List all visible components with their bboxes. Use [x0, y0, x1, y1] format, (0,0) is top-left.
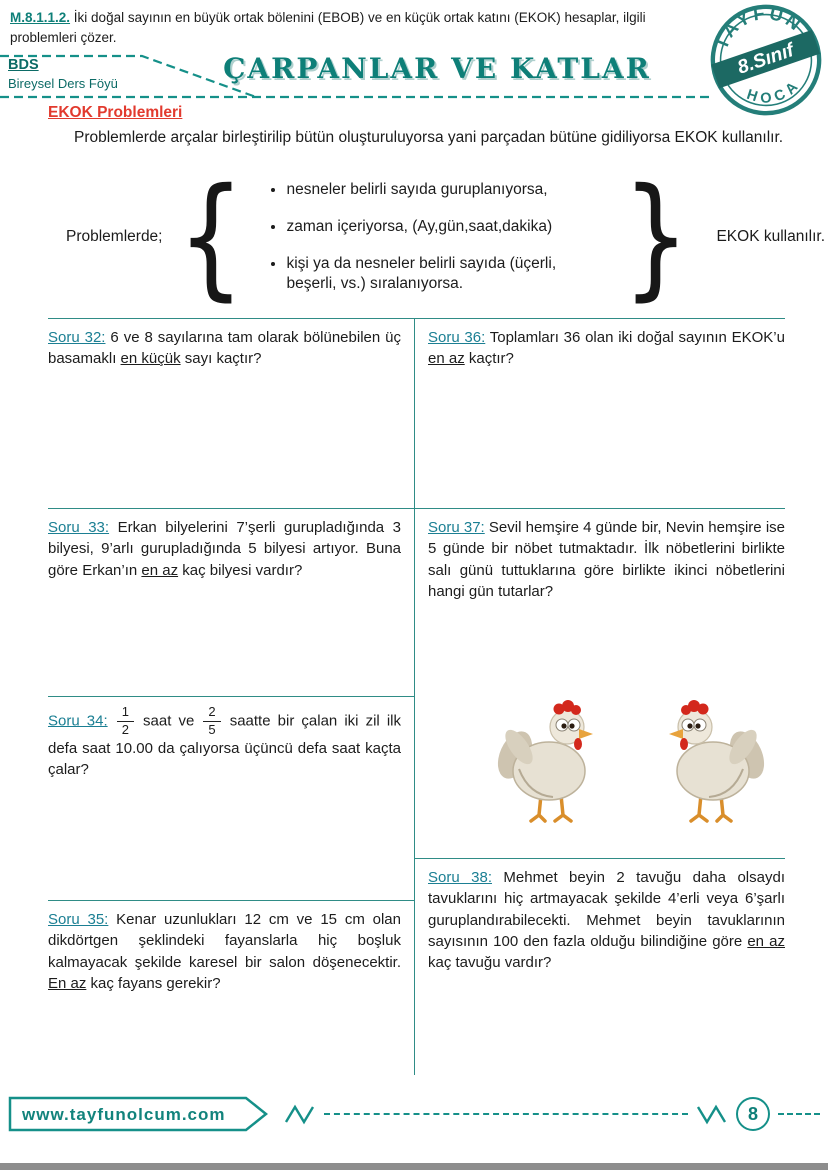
question-text	[48, 909, 401, 994]
left-column	[48, 318, 414, 1075]
right-column	[414, 318, 785, 1075]
question-35	[48, 900, 414, 1075]
open-brace-glyph: {	[176, 159, 245, 314]
fraction	[117, 705, 134, 738]
question-emphasis: en az	[747, 932, 785, 950]
question-label: Soru 33:	[48, 519, 110, 536]
question-part: saatte bir çalan iki zil ilk defa saat 10.00 da çalıyorsa üçüncü defa saat kaçta çalar?	[48, 712, 401, 779]
question-emphasis: En az	[48, 974, 87, 992]
question-32	[48, 318, 414, 508]
question-34	[48, 696, 414, 900]
stamp-arc-bottom: HOCA	[744, 75, 805, 107]
conditions-list	[286, 180, 604, 295]
stamp-arc-top: TAYFUN	[710, 1, 808, 53]
question-part: kaçtır?	[464, 350, 514, 368]
page-number: 8	[736, 1097, 770, 1131]
question-text	[428, 517, 785, 602]
chickens-image	[481, 697, 781, 827]
question-text	[428, 327, 785, 370]
question-label: Soru 32:	[48, 329, 106, 346]
condition-item: • kişi ya da nesneler belirli sayıda (üçerli, beşerli, vs.) sıralanıyorsa.	[286, 254, 604, 294]
section-heading: EKOK Problemleri	[48, 104, 183, 121]
zigzag-decoration	[696, 1103, 728, 1125]
condition-item: • zaman içeriyorsa, (Ay,gün,saat,dakika)	[286, 217, 604, 237]
bds-subtitle: Bireysel Ders Föyü	[8, 76, 118, 91]
question-38	[415, 858, 785, 1075]
zigzag-decoration	[284, 1103, 316, 1125]
question-text	[48, 705, 401, 780]
question-part: Toplamları 36 olan iki doğal sayının EKOK’u	[485, 329, 785, 346]
question-part: saat ve	[135, 712, 202, 730]
section-intro: Problemlerde arçalar birleştirilip bütün oluşturuluyorsa yani parçadan bütüne gidiliyorsa EKOK kullanılır.	[74, 129, 784, 146]
question-label: Soru 35:	[48, 911, 109, 928]
objective-text: İki doğal sayının en büyük ortak bölenini (EBOB) ve en küçük ortak katını (EKOK) hesaplar, ilgili problemleri çözer.	[10, 10, 646, 46]
question-part: Erkan bilyelerini 7’şerli gurupladığında 3 bilyesi, 9’arlı gurupladığında 5 bilyesi artıyor. Buna göre Erkan’ın	[48, 519, 401, 579]
objective-code: M.8.1.1.2.	[10, 10, 71, 25]
question-label: Soru 37:	[428, 519, 485, 536]
question-37	[415, 508, 785, 858]
question-text	[48, 517, 401, 581]
question-emphasis: en az	[428, 350, 465, 368]
question-part: kaç fayans gerekir?	[86, 974, 221, 992]
svg-text:HOCA	[741, 74, 807, 113]
footer-dashed-line	[324, 1113, 688, 1115]
question-label: Soru 34:	[48, 712, 108, 730]
conditions-diagram	[66, 159, 826, 314]
question-part: kaç tavuğu vardır?	[428, 954, 552, 972]
website-text: www.tayfunolcum.com	[22, 1105, 226, 1124]
fraction-denominator: 2	[121, 721, 129, 737]
questions-grid	[48, 318, 785, 1075]
question-emphasis: en az	[141, 561, 179, 579]
question-33	[48, 508, 414, 696]
footer-dashed-line	[778, 1113, 820, 1115]
stamp-grade: 8.Sınıf	[734, 40, 797, 79]
brace-label: Problemlerde;	[66, 228, 163, 245]
fraction-numerator: 2	[203, 705, 220, 722]
question-text	[428, 867, 785, 973]
question-36	[415, 318, 785, 508]
close-brace-glyph: }	[622, 159, 691, 314]
website-banner	[8, 1096, 276, 1132]
page-title: ÇARPANLAR VE KATLAR	[223, 52, 651, 85]
question-text	[48, 327, 401, 370]
conclusion-text: EKOK kullanılır.	[716, 228, 826, 245]
question-label: Soru 36:	[428, 329, 486, 346]
fraction-numerator: 1	[117, 705, 134, 722]
page-footer	[0, 1092, 828, 1136]
question-part: sayı kaçtır?	[180, 350, 262, 368]
question-part: Mehmet beyin 2 tavuğu daha olsaydı tavuklarını hiç artmayacak şekilde 4’erli veya 6’şarlı guruplandırabilecekti. Mehmet beyin tavuklarının sayısının 100 den fazla olduğu bilindiğine göre	[428, 869, 785, 950]
scan-edge	[0, 1163, 828, 1170]
question-part: Kenar uzunlukları 12 cm ve 15 cm olan dikdörtgen şeklindeki fayanslarla hiç boşluk kalmayacak şekilde karesel bir salon döşenecektir.	[48, 911, 401, 971]
question-part: 6 ve 8 sayılarına tam olarak bölünebilen üç basamaklı	[48, 329, 401, 368]
question-label: Soru 38:	[428, 869, 492, 886]
fraction	[203, 705, 220, 738]
condition-item: • nesneler belirli sayıda guruplanıyorsa,	[286, 180, 604, 200]
question-part: kaç bilyesi vardır?	[178, 561, 303, 579]
bds-label: BDS	[8, 57, 39, 73]
question-emphasis: en küçük	[120, 350, 181, 368]
fraction-denominator: 5	[208, 721, 216, 737]
question-part: Sevil hemşire 4 günde bir, Nevin hemşire ise 5 günde bir nöbet tutmaktadır. İlk nöbetlerini birlikte salı günü tuttuklarına göre birlikte ikinci nöbetlerini hangi gün tutarlar?	[428, 519, 785, 600]
